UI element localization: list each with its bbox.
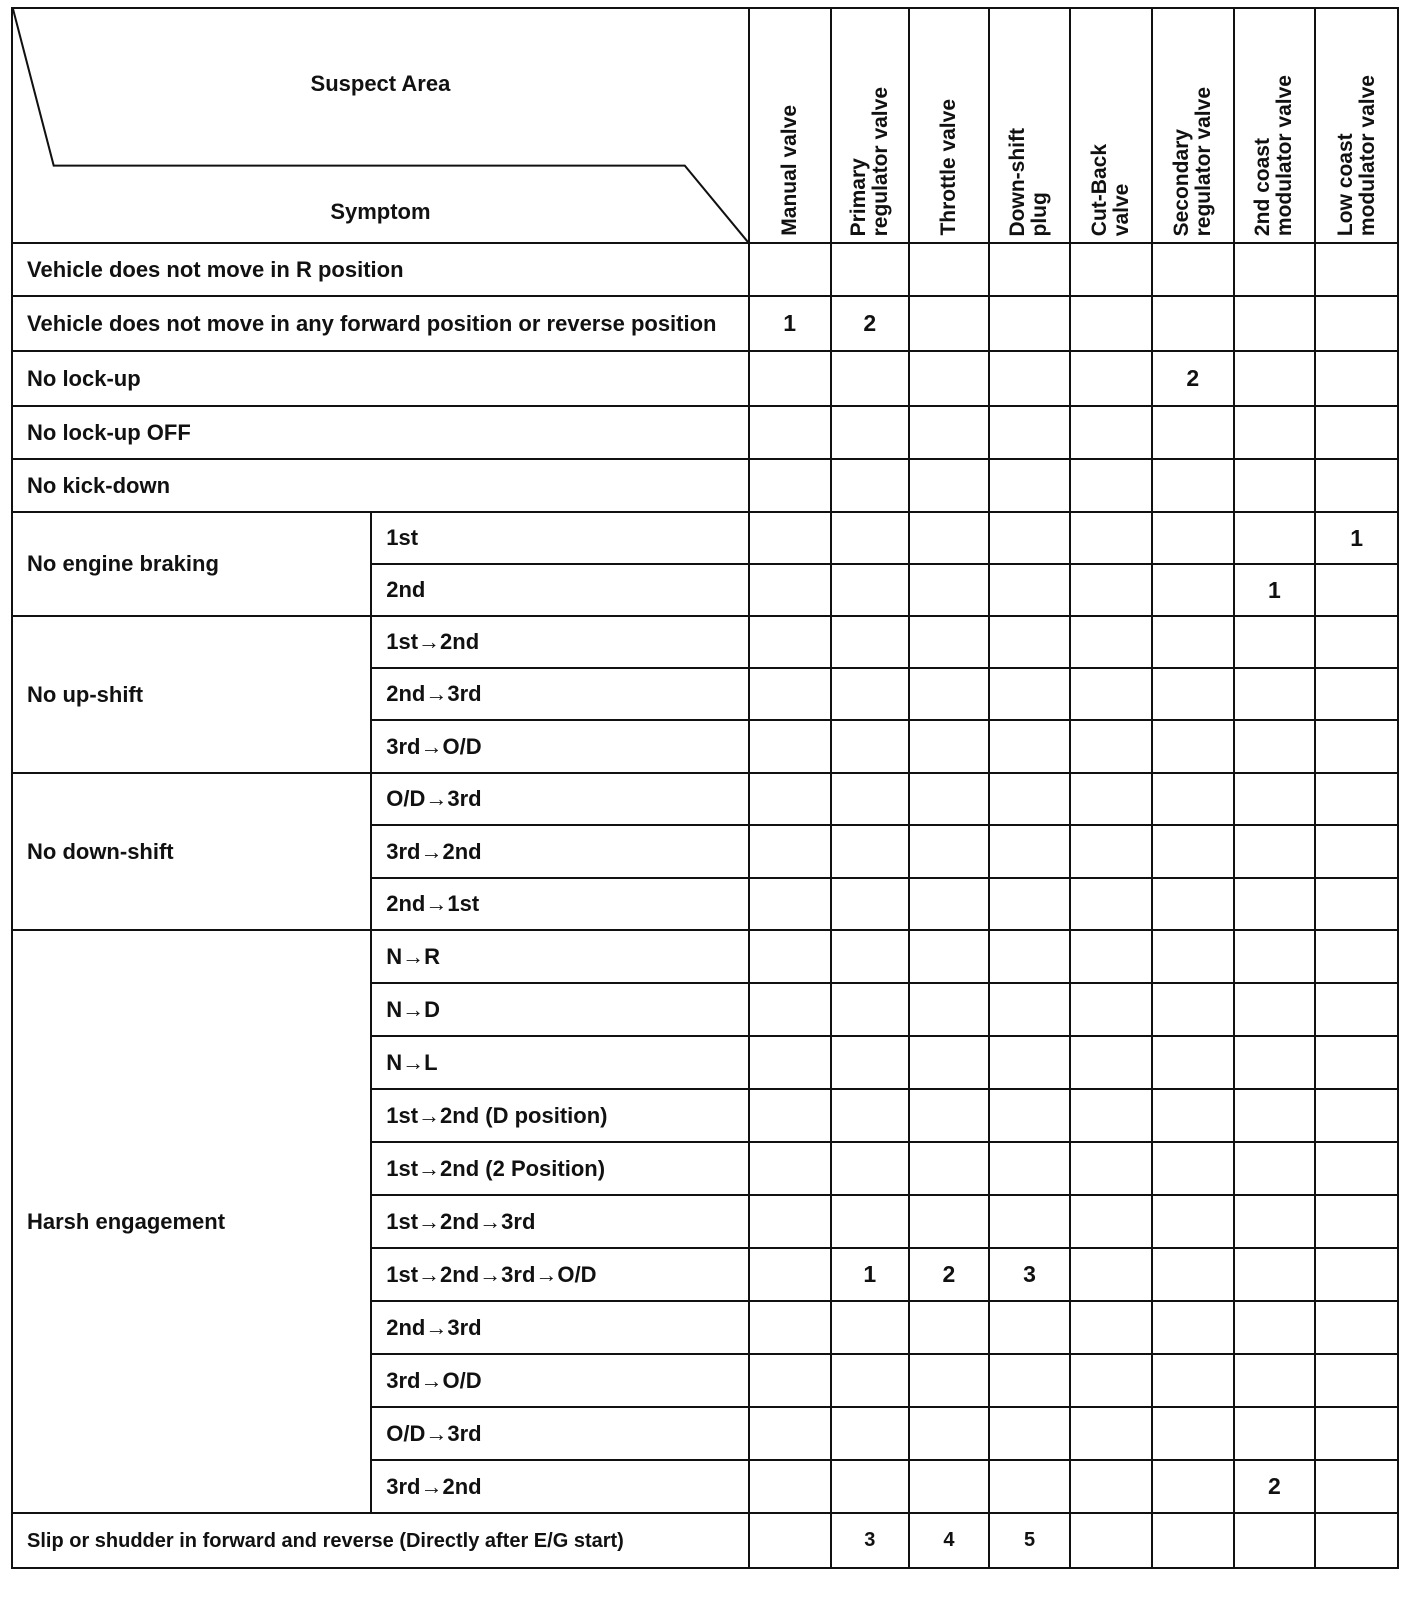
value-cell — [1315, 668, 1398, 720]
value-cell — [909, 1460, 989, 1513]
value-cell — [1152, 1142, 1234, 1195]
value-cell — [831, 878, 910, 930]
sub-symptom-cell: 2nd — [371, 564, 749, 616]
value-cell — [989, 351, 1071, 406]
value-cell — [1152, 720, 1234, 773]
value-cell — [989, 243, 1071, 296]
value-cell — [1234, 459, 1316, 512]
value-cell — [831, 459, 910, 512]
value-cell — [1152, 773, 1234, 825]
value-cell — [1315, 1513, 1398, 1568]
value-cell — [749, 243, 831, 296]
value-cell — [989, 878, 1071, 930]
value-cell — [1070, 459, 1152, 512]
value-cell — [909, 1407, 989, 1460]
col-down-shift-plug — [989, 8, 1071, 243]
value-cell — [989, 1089, 1071, 1142]
value-cell — [1315, 1142, 1398, 1195]
sub-symptom-cell: N→D — [371, 983, 749, 1036]
table-row — [12, 351, 1398, 406]
value-cell — [749, 983, 831, 1036]
value-cell — [1315, 1036, 1398, 1089]
symptom-cell: No lock-up OFF — [12, 406, 749, 459]
sub-symptom-cell: 3rd→2nd — [371, 825, 749, 878]
value-cell — [1070, 930, 1152, 983]
value-cell — [989, 512, 1071, 564]
value-cell — [749, 1142, 831, 1195]
value-cell: 3 — [989, 1248, 1071, 1301]
symptom-cell: No lock-up — [12, 351, 749, 406]
value-cell — [831, 1354, 910, 1407]
corner-header — [12, 8, 749, 243]
value-cell — [831, 930, 910, 983]
table-row — [12, 616, 1398, 668]
value-cell — [749, 512, 831, 564]
sub-symptom-cell: 1st→2nd→3rd→O/D — [371, 1248, 749, 1301]
col-label: Primary regulator valve — [846, 86, 892, 236]
value-cell — [749, 351, 831, 406]
value-cell: 5 — [989, 1513, 1071, 1568]
value-cell — [1234, 1407, 1316, 1460]
value-cell — [1234, 878, 1316, 930]
value-cell — [831, 1301, 910, 1354]
value-cell — [1234, 243, 1316, 296]
value-cell — [1070, 668, 1152, 720]
value-cell — [1070, 406, 1152, 459]
value-cell — [1234, 773, 1316, 825]
value-cell — [1315, 825, 1398, 878]
value-cell — [909, 243, 989, 296]
sub-symptom-cell: 3rd→O/D — [371, 1354, 749, 1407]
sub-symptom-cell: 2nd→3rd — [371, 668, 749, 720]
value-cell — [749, 1248, 831, 1301]
value-cell — [989, 296, 1071, 351]
value-cell — [831, 825, 910, 878]
value-cell — [1070, 243, 1152, 296]
value-cell — [989, 668, 1071, 720]
value-cell — [1152, 1248, 1234, 1301]
value-cell — [831, 720, 910, 773]
value-cell — [909, 983, 989, 1036]
value-cell — [1152, 1354, 1234, 1407]
value-cell — [1315, 459, 1398, 512]
value-cell — [1152, 825, 1234, 878]
value-cell — [989, 1354, 1071, 1407]
value-cell — [1234, 1195, 1316, 1248]
value-cell: 1 — [1315, 512, 1398, 564]
sub-symptom-cell: 1st→2nd — [371, 616, 749, 668]
value-cell — [909, 1195, 989, 1248]
value-cell — [1070, 564, 1152, 616]
value-cell — [749, 616, 831, 668]
col-low-coast-modulator-valve — [1315, 8, 1398, 243]
value-cell — [909, 1142, 989, 1195]
value-cell — [831, 983, 910, 1036]
value-cell — [1152, 1513, 1234, 1568]
value-cell — [989, 1195, 1071, 1248]
value-cell — [1234, 720, 1316, 773]
value-cell — [989, 1301, 1071, 1354]
symptom-cell: Slip or shudder in forward and reverse (Directly after E/G start) — [12, 1513, 749, 1568]
value-cell — [989, 930, 1071, 983]
value-cell — [989, 1036, 1071, 1089]
symptom-cell: Vehicle does not move in R position — [12, 243, 749, 296]
value-cell — [1234, 1354, 1316, 1407]
value-cell — [749, 773, 831, 825]
value-cell: 2 — [1234, 1460, 1316, 1513]
sub-symptom-cell: 2nd→1st — [371, 878, 749, 930]
value-cell: 1 — [1234, 564, 1316, 616]
value-cell — [1234, 1089, 1316, 1142]
value-cell — [1234, 668, 1316, 720]
value-cell — [989, 564, 1071, 616]
value-cell — [749, 1407, 831, 1460]
value-cell — [831, 1460, 910, 1513]
value-cell — [1234, 983, 1316, 1036]
value-cell: 2 — [1152, 351, 1234, 406]
col-throttle-valve — [909, 8, 989, 243]
value-cell — [989, 406, 1071, 459]
value-cell — [1315, 406, 1398, 459]
value-cell — [989, 720, 1071, 773]
value-cell — [1315, 1195, 1398, 1248]
sub-symptom-cell: O/D→3rd — [371, 1407, 749, 1460]
value-cell — [1152, 564, 1234, 616]
value-cell — [749, 930, 831, 983]
value-cell — [909, 668, 989, 720]
value-cell — [909, 296, 989, 351]
col-label: Secondary regulator valve — [1169, 86, 1215, 236]
value-cell — [831, 773, 910, 825]
value-cell — [1315, 1354, 1398, 1407]
value-cell — [1315, 243, 1398, 296]
table-row — [12, 459, 1398, 512]
value-cell: 1 — [749, 296, 831, 351]
suspect-area-label: Suspect Area — [310, 71, 451, 96]
col-primary-regulator-valve — [831, 8, 910, 243]
value-cell — [1234, 296, 1316, 351]
value-cell — [1234, 1248, 1316, 1301]
value-cell — [1070, 983, 1152, 1036]
value-cell — [1315, 1301, 1398, 1354]
sub-symptom-cell: 2nd→3rd — [371, 1301, 749, 1354]
col-manual-valve — [749, 8, 831, 243]
col-label: Throttle valve — [936, 99, 960, 236]
value-cell — [1070, 1248, 1152, 1301]
group-label: Harsh engagement — [12, 930, 371, 1513]
value-cell — [749, 1513, 831, 1568]
value-cell — [989, 459, 1071, 512]
value-cell — [831, 1089, 910, 1142]
value-cell — [1152, 459, 1234, 512]
value-cell — [1070, 1195, 1152, 1248]
value-cell — [1070, 773, 1152, 825]
sub-symptom-cell: 1st→2nd (D position) — [371, 1089, 749, 1142]
value-cell — [749, 1195, 831, 1248]
value-cell — [1152, 243, 1234, 296]
value-cell — [1152, 512, 1234, 564]
value-cell — [1070, 878, 1152, 930]
value-cell — [1234, 1036, 1316, 1089]
sub-symptom-cell: N→L — [371, 1036, 749, 1089]
col-label: Manual valve — [777, 105, 801, 236]
table-row — [12, 1513, 1398, 1568]
header-row — [12, 8, 1398, 243]
value-cell — [1070, 351, 1152, 406]
value-cell — [909, 459, 989, 512]
value-cell — [749, 564, 831, 616]
sub-symptom-cell: 3rd→O/D — [371, 720, 749, 773]
sub-symptom-cell: N→R — [371, 930, 749, 983]
value-cell — [1152, 930, 1234, 983]
value-cell — [1315, 878, 1398, 930]
col-2nd-coast-modulator-valve — [1234, 8, 1316, 243]
table-row — [12, 243, 1398, 296]
value-cell — [909, 1036, 989, 1089]
value-cell — [1070, 1407, 1152, 1460]
value-cell — [1152, 878, 1234, 930]
value-cell: 1 — [831, 1248, 910, 1301]
sub-symptom-cell: 1st→2nd (2 Position) — [371, 1142, 749, 1195]
value-cell — [831, 668, 910, 720]
group-label: No down-shift — [12, 773, 371, 930]
value-cell — [1315, 351, 1398, 406]
value-cell — [831, 406, 910, 459]
value-cell — [909, 406, 989, 459]
table-row — [12, 406, 1398, 459]
value-cell — [749, 1089, 831, 1142]
value-cell — [1070, 1036, 1152, 1089]
value-cell — [1315, 296, 1398, 351]
value-cell — [909, 351, 989, 406]
value-cell — [1070, 1089, 1152, 1142]
value-cell — [1315, 773, 1398, 825]
sub-symptom-cell: O/D→3rd — [371, 773, 749, 825]
value-cell — [831, 512, 910, 564]
value-cell — [989, 983, 1071, 1036]
value-cell — [1070, 1354, 1152, 1407]
table-row — [12, 773, 1398, 825]
value-cell — [989, 773, 1071, 825]
value-cell — [1152, 1407, 1234, 1460]
value-cell — [1315, 930, 1398, 983]
value-cell — [749, 668, 831, 720]
value-cell — [1234, 351, 1316, 406]
symptom-label: Symptom — [330, 199, 431, 224]
col-label: Cut-Back valve — [1088, 143, 1134, 236]
value-cell — [1152, 1036, 1234, 1089]
value-cell — [749, 720, 831, 773]
value-cell — [831, 1142, 910, 1195]
col-label: 2nd coast modulator valve — [1251, 74, 1297, 236]
value-cell — [749, 1354, 831, 1407]
symptom-table — [11, 7, 1399, 1569]
sub-symptom-cell: 1st — [371, 512, 749, 564]
table-row — [12, 930, 1398, 983]
value-cell — [1315, 1248, 1398, 1301]
value-cell — [1070, 1460, 1152, 1513]
value-cell — [1070, 720, 1152, 773]
sub-symptom-cell: 1st→2nd→3rd — [371, 1195, 749, 1248]
value-cell — [1152, 1460, 1234, 1513]
value-cell — [1234, 825, 1316, 878]
value-cell: 2 — [909, 1248, 989, 1301]
value-cell — [749, 1460, 831, 1513]
table-row — [12, 512, 1398, 564]
value-cell — [1234, 930, 1316, 983]
value-cell — [1315, 564, 1398, 616]
value-cell — [1152, 1089, 1234, 1142]
value-cell — [909, 1354, 989, 1407]
value-cell — [1315, 1089, 1398, 1142]
value-cell — [1152, 406, 1234, 459]
value-cell — [749, 1036, 831, 1089]
value-cell — [831, 564, 910, 616]
value-cell — [749, 459, 831, 512]
table-row — [12, 296, 1398, 351]
symptom-cell: No kick-down — [12, 459, 749, 512]
col-secondary-regulator-valve — [1152, 8, 1234, 243]
value-cell — [989, 1142, 1071, 1195]
value-cell — [909, 773, 989, 825]
value-cell: 3 — [831, 1513, 910, 1568]
value-cell — [909, 1301, 989, 1354]
symptom-cell: Vehicle does not move in any forward position or reverse position — [12, 296, 749, 351]
value-cell — [989, 1407, 1071, 1460]
value-cell — [1070, 1513, 1152, 1568]
value-cell: 2 — [831, 296, 910, 351]
value-cell — [749, 406, 831, 459]
value-cell — [989, 825, 1071, 878]
value-cell — [909, 512, 989, 564]
value-cell — [909, 930, 989, 983]
value-cell — [1070, 616, 1152, 668]
value-cell — [1315, 1407, 1398, 1460]
value-cell — [831, 243, 910, 296]
value-cell — [1152, 616, 1234, 668]
value-cell — [909, 825, 989, 878]
value-cell — [1315, 616, 1398, 668]
col-cut-back-valve — [1070, 8, 1152, 243]
value-cell — [1315, 983, 1398, 1036]
value-cell — [831, 1407, 910, 1460]
group-label: No engine braking — [12, 512, 371, 616]
value-cell — [831, 1195, 910, 1248]
value-cell — [1234, 1142, 1316, 1195]
value-cell — [1070, 1142, 1152, 1195]
value-cell — [1152, 983, 1234, 1036]
value-cell — [909, 564, 989, 616]
value-cell — [749, 1301, 831, 1354]
value-cell — [1070, 296, 1152, 351]
value-cell — [909, 616, 989, 668]
value-cell — [749, 825, 831, 878]
value-cell — [831, 616, 910, 668]
value-cell — [1152, 1195, 1234, 1248]
value-cell — [1234, 512, 1316, 564]
value-cell — [831, 351, 910, 406]
value-cell — [1234, 616, 1316, 668]
value-cell — [1315, 1460, 1398, 1513]
value-cell — [1070, 512, 1152, 564]
value-cell — [1152, 296, 1234, 351]
value-cell — [831, 1036, 910, 1089]
group-label: No up-shift — [12, 616, 371, 773]
value-cell: 4 — [909, 1513, 989, 1568]
value-cell — [989, 616, 1071, 668]
value-cell — [1152, 1301, 1234, 1354]
col-label: Down-shift plug — [1006, 127, 1052, 236]
col-label: Low coast modulator valve — [1333, 74, 1379, 236]
value-cell — [1234, 406, 1316, 459]
sub-symptom-cell: 3rd→2nd — [371, 1460, 749, 1513]
value-cell — [1070, 825, 1152, 878]
value-cell — [1152, 668, 1234, 720]
value-cell — [909, 1089, 989, 1142]
value-cell — [1070, 1301, 1152, 1354]
value-cell — [989, 1460, 1071, 1513]
value-cell — [909, 720, 989, 773]
value-cell — [1234, 1513, 1316, 1568]
value-cell — [909, 878, 989, 930]
value-cell — [749, 878, 831, 930]
value-cell — [1234, 1301, 1316, 1354]
value-cell — [1315, 720, 1398, 773]
